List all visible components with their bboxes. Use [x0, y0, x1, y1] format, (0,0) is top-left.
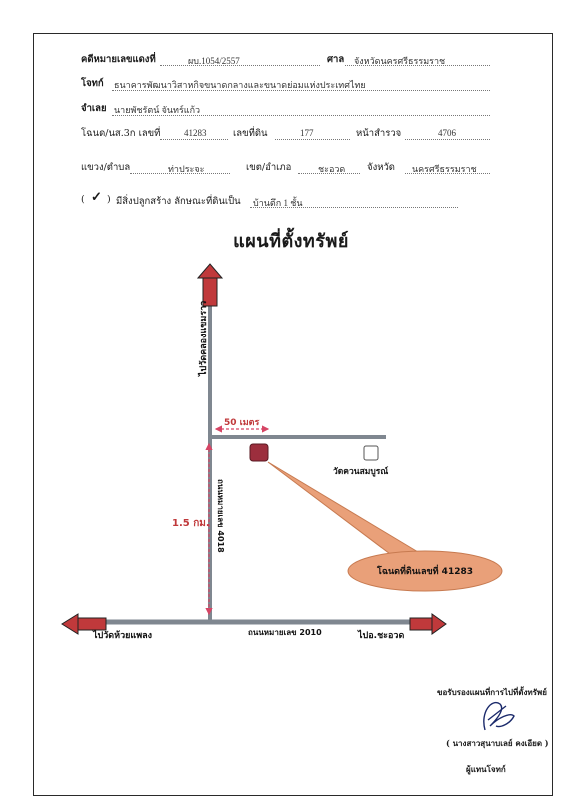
case-number-value: ผบ.1054/2557: [188, 56, 240, 66]
court-label: ศาล: [327, 54, 345, 65]
building-label: มีสิ่งปลูกสร้าง ลักษณะที่ดินเป็น: [116, 196, 241, 207]
subdistrict-value: ท่าประจะ: [168, 164, 205, 174]
checkmark-icon: ✓: [91, 190, 102, 205]
east-destination-label: ไปอ.ชะอวด: [358, 631, 405, 641]
map-title: แผนที่ตั้งทรัพย์: [233, 231, 349, 252]
temple-label: วัดควนสมบูรณ์: [333, 467, 389, 477]
vertical-road-label: ถนนหมายเลข 4018: [216, 479, 225, 553]
province-label: จังหวัด: [367, 162, 395, 173]
signer-role: ผู้แทนโจทก์: [466, 764, 506, 774]
distance-1-5km-label: 1.5 กม.: [172, 518, 210, 529]
west-arrow-icon: [76, 618, 106, 630]
defendant-value: นายพัชรัตน์ จันทร์แก้ว: [114, 105, 201, 115]
north-road-label: ไปวัดคลองแขมราว: [199, 300, 209, 376]
main-road-label: ถนนหมายเลข 2010: [248, 628, 322, 637]
east-arrow-head: [432, 614, 446, 634]
court-value: จังหวัดนครศรีธรรมราช: [354, 56, 446, 66]
east-arrow-icon: [410, 618, 434, 630]
north-arrow-head: [198, 264, 222, 278]
survey-page-label: หน้าสำรวจ: [356, 128, 402, 139]
province-value: นครศรีธรรมราช: [412, 164, 477, 174]
distance-50m-label: 50 เมตร: [224, 418, 260, 428]
plaintiff-label: โจทก์: [81, 78, 104, 89]
district-label: เขต/อำเภอ: [246, 162, 292, 173]
deed-label: โฉนด/นส.3ก เลขที่: [81, 128, 161, 139]
west-destination-label: ไปวัดห้วยแพลง: [93, 631, 153, 641]
certify-text: ขอรับรองแผนที่การไปที่ตั้งทรัพย์: [437, 687, 547, 697]
land-number-label: เลขที่ดิน: [233, 128, 268, 139]
signature-scribble: [484, 703, 514, 730]
case-number-label: คดีหมายเลขแดงที่: [81, 54, 156, 65]
west-arrow-head: [62, 614, 78, 634]
building-open-paren: (: [81, 194, 85, 205]
signer-name: ( นางสาวสุนาบเลย์ คงเอียด ): [446, 738, 549, 748]
defendant-label: จำเลย: [81, 103, 107, 114]
property-marker: [250, 444, 268, 461]
survey-page-value: 4706: [438, 128, 456, 138]
building-value: บ้านตึก 1 ชั้น: [253, 198, 303, 208]
deed-value: 41283: [184, 128, 207, 138]
land-number-value: 177: [300, 128, 314, 138]
temple-marker: [364, 446, 378, 460]
building-close-paren: ): [107, 194, 111, 205]
deed-bubble-label: โฉนดที่ดินเลขที่ 41283: [376, 567, 474, 577]
subdistrict-label: แขวง/ตำบล: [81, 162, 131, 173]
district-value: ชะอวด: [318, 164, 346, 174]
plaintiff-value: ธนาคารพัฒนาวิสาหกิจขนาดกลางและขนาดย่อมแห่งประเทศไทย: [114, 80, 366, 90]
